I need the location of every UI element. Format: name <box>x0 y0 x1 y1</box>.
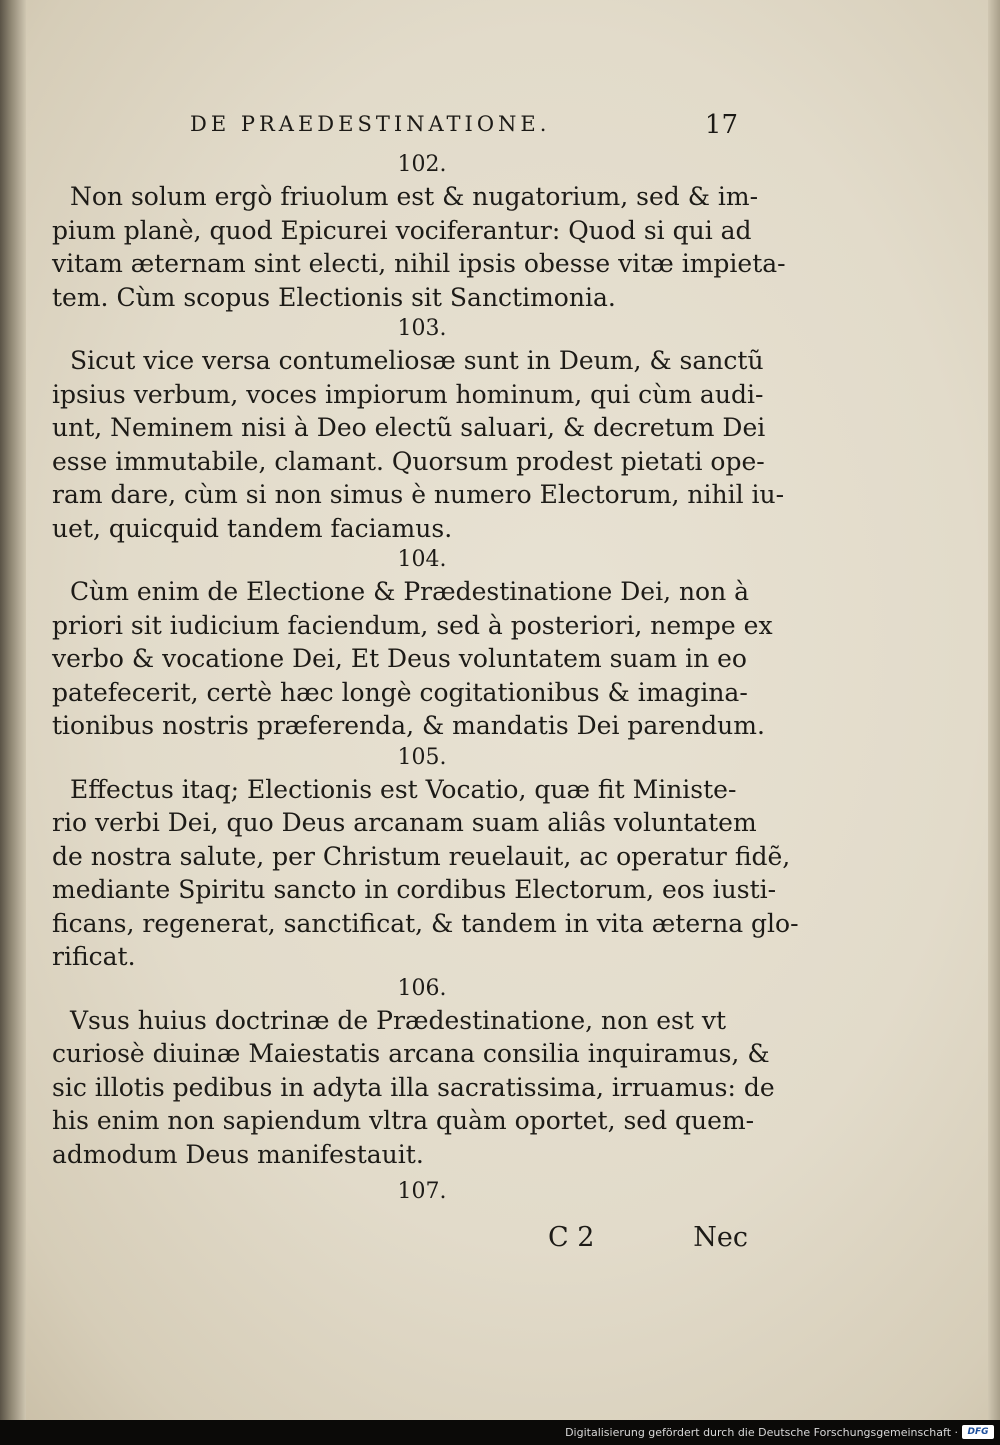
section-number: 104. <box>397 547 447 572</box>
text-line: esse immutabile, clamant. Quorsum prodest pietati ope- <box>52 446 765 476</box>
text-line: vitam æternam sint electi, nihil ipsis obesse vitæ impieta- <box>52 249 786 278</box>
page-edge <box>988 0 1000 1420</box>
paragraph <box>52 1004 775 1172</box>
text-line: Sicut vice versa contumeliosæ sunt in Deum, & sanctũ <box>70 346 764 375</box>
section-102 <box>52 150 786 314</box>
text-line: tem. Cùm scopus Electionis sit Sanctimonia. <box>52 282 616 312</box>
paragraph <box>52 575 773 743</box>
text-line: verbo & vocatione Dei, Et Deus voluntatem suam in eo <box>52 644 747 673</box>
funding-credit: Digitalisierung gefördert durch die Deutsche Forschungsgemeinschaft · <box>565 1426 958 1439</box>
page-gutter <box>0 0 26 1420</box>
text-line: curiosè diuinæ Maiestatis arcana consilia inquiramus, & <box>52 1039 770 1068</box>
text-line: de nostra salute, per Christum reuelauit, ac operatur fidẽ, <box>52 841 791 871</box>
text-line: unt, Neminem nisi à Deo electũ saluari, & decretum Dei <box>52 413 766 442</box>
text-line: pium planè, quod Epicurei vociferantur: Quod si qui ad <box>52 215 752 245</box>
catchword: Nec <box>693 1222 748 1253</box>
text-line: rio verbi Dei, quo Deus arcanam suam aliâs voluntatem <box>52 808 757 837</box>
text-line: ram dare, cùm si non simus è numero Electorum, nihil iu- <box>52 480 785 509</box>
text-line: Vsus huius doctrinæ de Prædestinatione, non est vt <box>70 1005 726 1035</box>
section-number: 102. <box>397 152 447 177</box>
text-line: Non solum ergò friuolum est & nugatorium, sed & im- <box>70 182 759 211</box>
text-line: uet, quicquid tandem faciamus. <box>52 513 453 543</box>
page-number: 17 <box>704 110 738 140</box>
text-line: Cùm enim de Electione & Prædestinatione Dei, non à <box>70 577 750 606</box>
text-line: ipsius verbum, voces impiorum hominum, qui cùm audi- <box>52 379 764 409</box>
page-header <box>190 112 750 148</box>
dfg-logo-icon: DFG <box>962 1425 994 1439</box>
text-line: mediante Spiritu sancto in cordibus Electorum, eos iusti- <box>52 875 777 904</box>
text-line: sic illotis pedibus in adyta illa sacratissima, irruamus: de <box>52 1072 775 1102</box>
text-line: ficans, regenerat, sanctificat, & tandem in vita æterna glo- <box>52 908 799 938</box>
section-number: 106. <box>397 975 447 1001</box>
section-105 <box>52 743 799 974</box>
text-line: Effectus itaq; Electionis est Vocatio, quæ fit Ministe- <box>70 774 737 804</box>
page-footer <box>548 1222 748 1262</box>
section-number: 105. <box>397 744 447 770</box>
paragraph <box>52 773 799 974</box>
section-106 <box>52 974 775 1172</box>
text-line: rificat. <box>52 942 136 971</box>
text-line: priori sit iudicium faciendum, sed à posteriori, nempe ex <box>52 610 773 640</box>
text-line: admodum Deus manifestauit. <box>52 1139 424 1169</box>
signature-mark: C 2 <box>548 1222 595 1253</box>
credit-bar <box>0 1420 1000 1445</box>
section-number: 103. <box>397 316 447 341</box>
text-block <box>52 150 799 1207</box>
next-section-number: 107. <box>397 1179 447 1204</box>
text-line: patefecerit, certè hæc longè cogitationibus & imagina- <box>52 677 748 707</box>
section-104 <box>52 545 773 743</box>
running-title: DE PRAEDESTINATIONE. <box>190 112 551 136</box>
paragraph <box>52 180 786 314</box>
section-103 <box>52 314 785 545</box>
text-line: tionibus nostris præferenda, & mandatis Dei parendum. <box>52 711 765 740</box>
text-line: his enim non sapiendum vltra quàm oportet, sed quem- <box>52 1106 755 1135</box>
paragraph <box>52 344 785 545</box>
